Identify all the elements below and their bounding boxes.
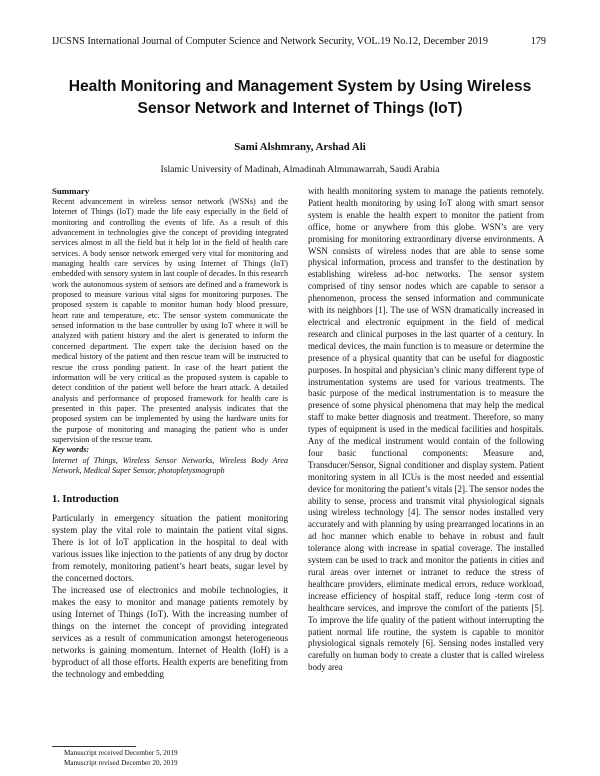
left-column [52,186,288,681]
journal-citation: IJCSNS International Journal of Computer Science and Network Security, VOL.19 No.12, December 2019 [52,36,488,47]
running-header [52,35,546,49]
keywords-text: Internet of Things, Wireless Sensor Networks, Wireless Body Area Network, Medical Super Sensor, photopletysmograph [52,455,288,475]
introduction-heading: 1. Introduction [52,494,119,506]
footnotes [64,749,178,768]
introduction-body [52,513,288,680]
paper-title [40,76,560,120]
keywords-heading: Key words: [52,445,90,455]
footnote-divider [52,746,136,747]
summary-heading: Summary [52,186,90,196]
manuscript-revised: Manuscript revised December 20, 2019 [64,758,178,767]
paper-title-line-2: Sensor Network and Internet of Things (IoT) [137,100,463,117]
page-number: 179 [530,36,546,47]
paper-title-line-1: Health Monitoring and Management System by Using Wireless [68,78,532,95]
manuscript-received: Manuscript received December 5, 2019 [64,749,178,757]
introduction-paragraph: Particularly in emergency situation the patient monitoring system play the vital role to maintain the patient vital signs. There is lot of IoT application in the hospital to deal with various issues like injection to the patients of any drug by doctor from remotely, monitoring patient’s heart beats, sugar level by the concerned doctors. [52,513,288,584]
author-affiliation: Islamic University of Madinah, Almadinah Almunawarrah, Saudi Arabia [160,164,440,175]
author-list: Sami Alshmrany, Arshad Ali [234,141,366,153]
right-column [308,186,544,674]
summary-text: Recent advancement in wireless sensor network (WSNs) and the Internet of Things (IoT) made the life easy especially in the field of monitoring and controlling the events of life. As a result of this advancement in technologies give the concept of providing integrated services almost in all the field but it help lot in the field of health care services. A body sensor network emerged very vital for monitoring and managing health care services by using Internet of Things (IoT) embedded with sensory system in last couple of decades. In this research work the autonomous system of sensors are defined and a framework is proposed to measure various vital signs for monitoring purposes. The proposed system is capable to monitor human body blood pressure, heart rate and temperature, etc. The sensor system communicate the sensed information to the base controller by using IoT where it will be analyzed with patient history and the alert is generated to inform the concerned department. The expert take the decision based on the medical history of the patient and then rescue team will be instructed to rescue the cross ponding patient. In case of the heart patient the information will be very critical as the proposed system is capable to detect condition of the patient well before the heart attack. A detailed analysis and performance of proposed framework for health care is presented in this paper. The presented analysis indicates that the proposed system can be implemented by using the hardware units for the purpose of monitoring and managing the patient who is under supervision of the rescue team. [52,197,288,444]
right-column-text: with health monitoring system to manage the patients remotely. Patient health monitoring by using IoT along with smart sensor system is enable the health expert to monitor the patient from office, home or anywhere from this globe. WSN’s are very promising for monitoring extraordinary diverse environments. A WSN consists of wireless nodes that are able to sense some physical information, process and transfer to the destination by establishing wireless ad-hoc networks. The sensor system comprised of tiny sensor nodes which are capable to sensor a phenomenon, process the sensed information and communicate with its neighbors [1]. The use of WSN dramatically increased in electrical and electronic equipment in the field of medical research and clinical purposes in the last quarter of a century. In medical devices, the main function is to measure or determine the presence of a physical quantity that can be useful for diagnostic purposes. In hospital and physician’s clinic many different type of instrumentation systems are used for various treatments. The basic purpose of the medical instrumentation is to measure the presence of some physical phenomena that may help the medical staff to make better diagnosis and treatment. Therefore, so many types of equipment is used in the medical facilities and hospitals. Any of the medical instrument would contain of the following four basic functional components: Measure and, Transducer/Sensor, Signal conditioner and display system. Patient monitoring system in all ICUs is the most needed and essential device for monitoring the patient’s vitals [2]. The sensor nodes the ability to sense, process and transmit vital physiological signals using wireless technology [4]. The sensor nodes installed very accurately and with planning by using prearranged locations in an ad hoc manner which enable to behave in robust and fault tolerance along with increase in spatial coverage. The installed system can be used to track and monitor the patients in cities and rural areas over internet or intranet to reduce the stress of healthcare providers, eliminate medical errors, reduce workload, increase efficiency of hospital staff, reduce long -term cost of healthcare services, and improve the comfort of the patients [5]. To improve the life quality of the patient without interrupting the patient normal life routine, the system is capable to monitor physiological signals remotely [6]. Sensing nodes installed very carefully on human body to create a cluster that is called wireless body area [308,186,544,673]
introduction-paragraph: The increased use of electronics and mobile technologies, it makes the easy to monitor and manage patients remotely by using Internet of Things (IoT). With the increasing number of things on the internet the concept of providing integrated services as a result of communication amongst heterogeneous networks is gaining momentum. Internet of Health (IoH) is a byproduct of all those efforts. Health experts are benefiting from the technology and embedding [52,585,288,679]
